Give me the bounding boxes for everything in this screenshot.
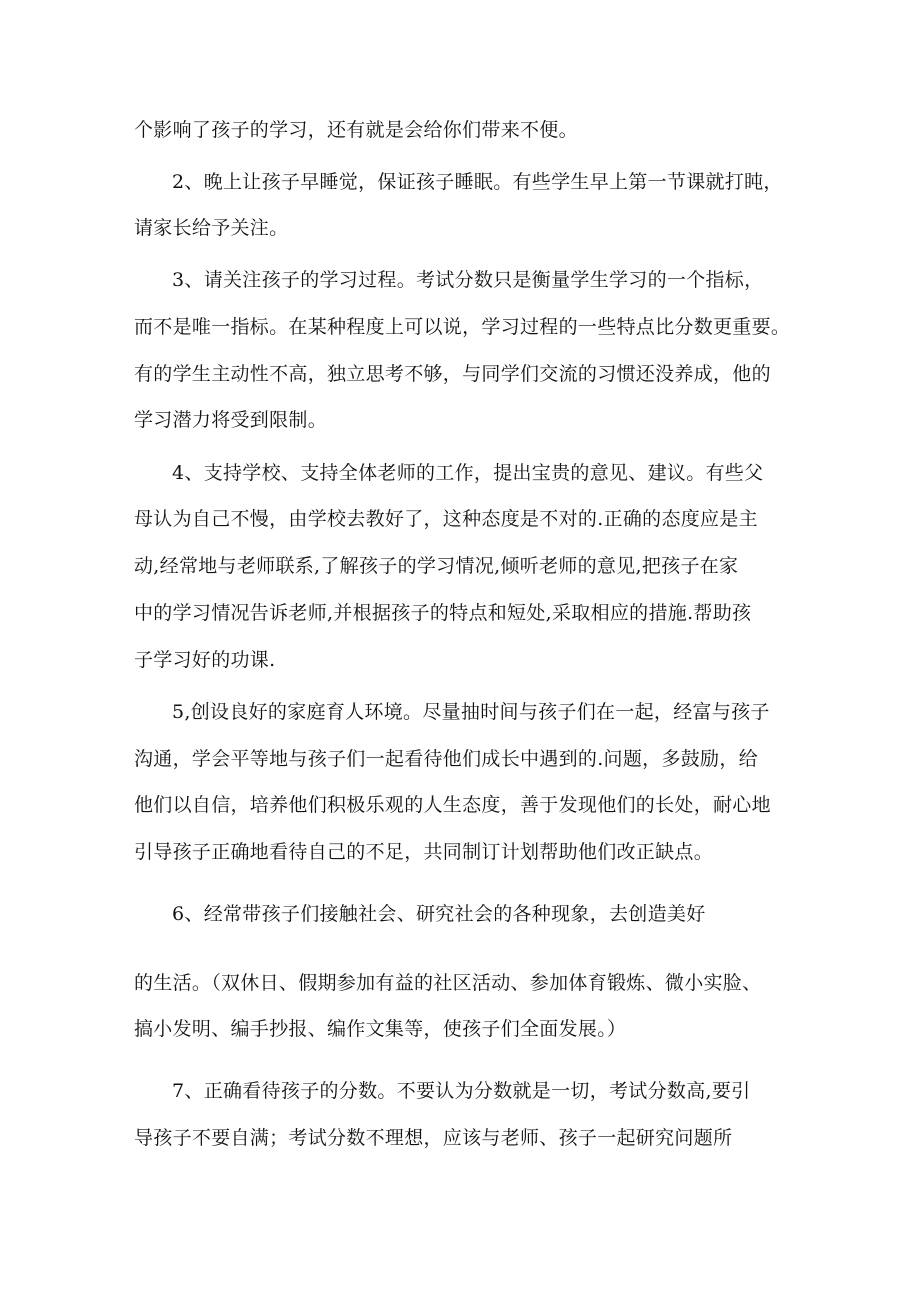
text-line: 的生活。（双休日、假期参加有益的社区活动、参加体育锻炼、微小实脸、: [134, 972, 762, 994]
text-line: 个影响了孩子的学习，还有就是会给你们带来不便。: [134, 119, 578, 141]
text-line: 3、请关注孩子的学习过程。考试分数只是衡量学生学习的一个指标，: [172, 269, 764, 291]
text-line: 动,经常地与老师联系,了解孩子的学习情况,倾听老师的意见,把孩子在家: [134, 555, 739, 577]
text-line: 4、支持学校、支持全体老师的工作，提出宝贵的意见、建议。有些父: [172, 462, 764, 484]
text-line: 请家长给予关注。: [134, 217, 289, 239]
text-line: 沟通，学会平等地与孩子们一起看待他们成长中遇到的.问题，多鼓励，给: [134, 748, 758, 770]
text-line: 2、晚上让孩子早睡觉，保证孩子睡眠。有些学生早上第一节课就打盹，: [172, 171, 783, 193]
text-line: 引导孩子正确地看待自己的不足，共同制订计划帮助他们改正缺点。: [134, 841, 714, 863]
text-line: 搞小发明、编手抄报、编作文集等，使孩子们全面发展。）: [134, 1018, 627, 1040]
text-line: 他们以自信，培养他们积极乐观的人生态度，善于发现他们的长处，耐心地: [134, 794, 771, 816]
text-line: 导孩子不要自满；考试分数不理想，应该与老师、孩子一起研究问题所: [134, 1127, 733, 1149]
text-line: 学习潜力将受到限制。: [134, 409, 328, 431]
text-line: 中的学习情况告诉老师,并根据孩子的特点和短处,采取相应的措施.帮助孩: [134, 602, 752, 624]
text-line: 而不是唯一指标。在某种程度上可以说，学习过程的一些特点比分数更重要。: [134, 316, 791, 338]
text-line: 6、经常带孩子们接触社会、研究社会的各种现象，去创造美好: [172, 903, 706, 925]
text-line: 7、正确看待孩子的分数。不要认为分数就是一切，考试分数高,要引: [172, 1080, 751, 1102]
text-line: 子学习好的功课.: [134, 649, 276, 671]
text-line: 母认为自己不慢，由学校去教好了，这种态度是不对的.正确的态度应是主: [134, 508, 758, 530]
text-line: 有的学生主动性不高，独立思考不够，与同学们交流的习惯还没养成，他的: [134, 363, 771, 385]
text-line: 5,创设良好的家庭育人环境。尽量抽时间与孩子们在一起，经富与孩子: [172, 701, 770, 723]
